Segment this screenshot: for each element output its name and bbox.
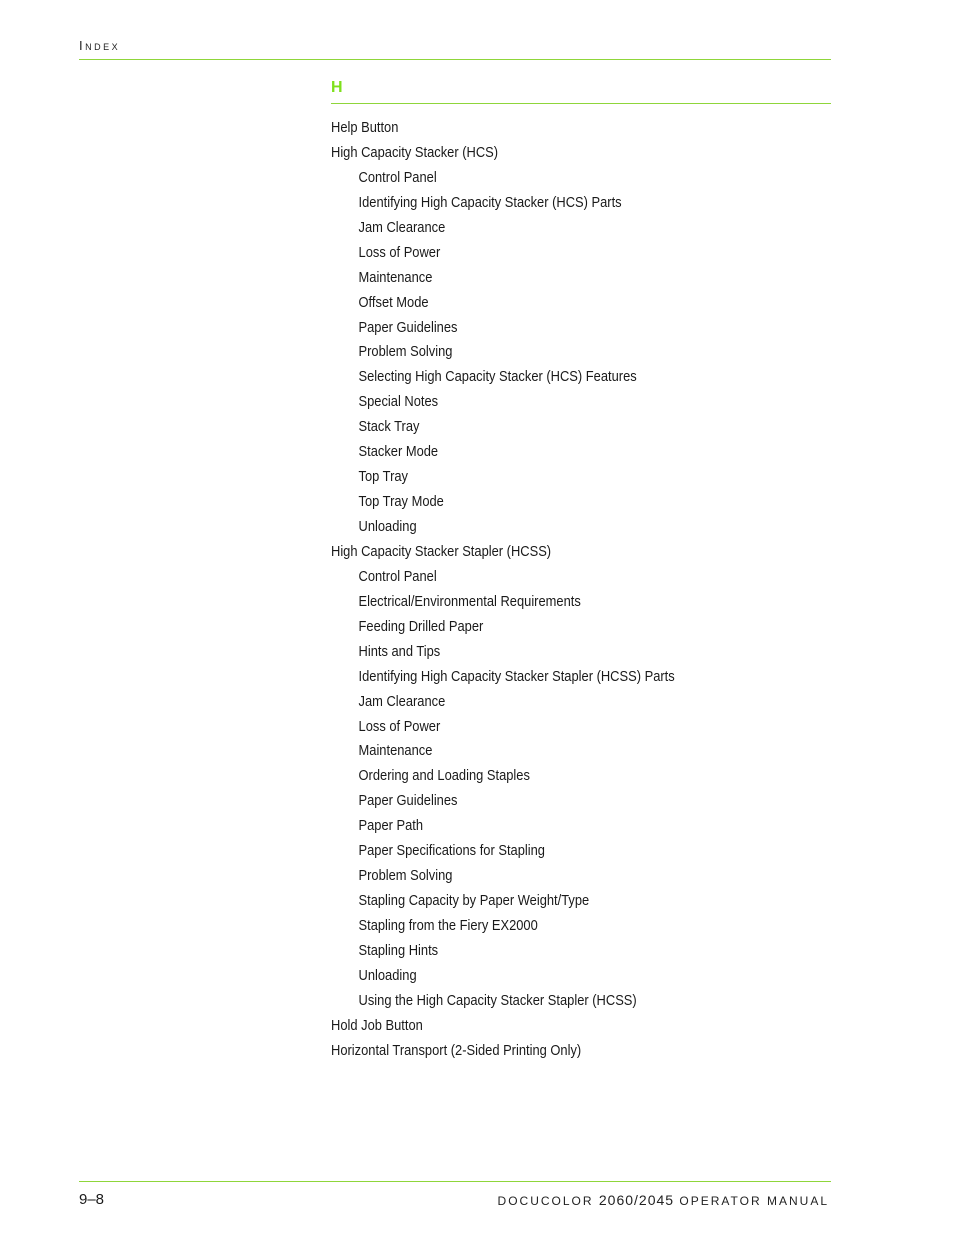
page-number: 9–8 [79, 1191, 105, 1208]
index-subentry: Unloading [358, 518, 417, 535]
footer-title [498, 1192, 829, 1208]
footer-model: 2060/2045 [598, 1192, 675, 1208]
index-subentry: Jam Clearance [358, 218, 446, 236]
index-subentry: Loss of Power [358, 717, 441, 735]
index-entry: Help Button [331, 119, 399, 136]
index-subentry: Paper Specifications for Stapling [358, 842, 545, 860]
index-subentry: Electrical/Environmental Requirements [358, 592, 581, 610]
footer-rule [79, 1181, 831, 1182]
index-subentry: Identifying High Capacity Stacker Stapler (HCSS) Parts [358, 667, 675, 685]
index-subentry: Ordering and Loading Staples [358, 767, 530, 785]
index-subentry: Hints and Tips [358, 642, 441, 660]
index-subentry: Jam Clearance [358, 692, 446, 710]
index-entry: Hold Job Button [331, 1016, 423, 1034]
index-subentry: Stapling from the Fiery EX2000 [358, 917, 538, 934]
index-subentry: Control Panel [358, 168, 437, 186]
index-subentry: Top Tray Mode [358, 493, 444, 511]
index-subentry: Identifying High Capacity Stacker (HCS) Parts [358, 193, 622, 211]
index-subentry: Control Panel [358, 567, 437, 585]
index-entry: High Capacity Stacker (HCS) [331, 143, 499, 161]
index-subentry: Unloading [358, 966, 417, 984]
footer-title-suffix: OPERATOR MANUAL [679, 1194, 829, 1208]
index-entry: Horizontal Transport (2-Sided Printing Only) [331, 1041, 582, 1059]
index-subentry: Top Tray [358, 468, 408, 486]
index-subentry: Special Notes [358, 393, 439, 411]
index-list [331, 116, 731, 1064]
index-subentry: Paper Guidelines [358, 318, 458, 336]
index-subentry: Paper Guidelines [358, 792, 458, 810]
index-entry: High Capacity Stacker Stapler (HCSS) [331, 542, 552, 560]
running-head: Index [79, 38, 121, 53]
index-subentry: Stapling Hints [358, 941, 439, 959]
index-subentry: Feeding Drilled Paper [358, 617, 484, 635]
index-subentry: Stapling Capacity by Paper Weight/Type [358, 892, 590, 910]
index-subentry: Selecting High Capacity Stacker (HCS) Features [358, 368, 637, 386]
header-rule [79, 59, 831, 60]
index-subentry: Loss of Power [358, 243, 441, 261]
index-subentry: Offset Mode [358, 293, 429, 311]
index-subentry: Maintenance [358, 742, 433, 760]
section-rule [331, 103, 831, 104]
footer-title-prefix: DOCUCOLOR [497, 1194, 594, 1208]
index-subentry: Using the High Capacity Stacker Stapler (HCSS) [358, 991, 637, 1009]
index-subentry: Problem Solving [358, 867, 453, 885]
index-subentry: Paper Path [358, 817, 424, 835]
index-subentry: Maintenance [358, 268, 433, 286]
section-letter: H [331, 79, 343, 96]
index-subentry: Stack Tray [358, 418, 420, 436]
index-subentry: Stacker Mode [358, 443, 439, 461]
index-subentry: Problem Solving [358, 343, 453, 361]
